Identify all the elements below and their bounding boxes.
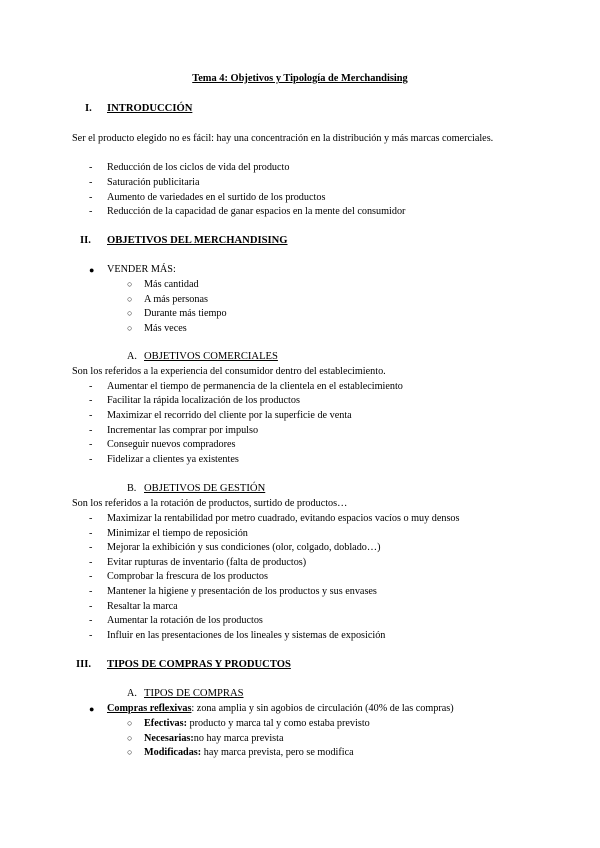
list-item: Más veces bbox=[144, 323, 187, 334]
circle-bullet: ○ bbox=[127, 323, 133, 333]
list-item bbox=[144, 734, 283, 744]
dash-bullet: - bbox=[89, 542, 93, 553]
list-item: Aumentar la rotación de los productos bbox=[107, 615, 263, 626]
section-3-number: III. bbox=[76, 659, 92, 670]
dash-bullet: - bbox=[89, 410, 93, 421]
list-item: Resaltar la marca bbox=[107, 601, 178, 612]
list-item: Comprobar la frescura de los productos bbox=[107, 571, 268, 582]
item-label: Necesarias: bbox=[144, 733, 194, 744]
document-title: Tema 4: Objetivos y Tipología de Merchandising bbox=[192, 73, 408, 84]
list-item bbox=[144, 719, 370, 729]
dash-bullet: - bbox=[89, 586, 93, 597]
bullet-dot: ● bbox=[89, 704, 95, 714]
item-text: hay marca prevista, pero se modifica bbox=[201, 747, 354, 758]
subsection-b-title: OBJETIVOS DE GESTIÓN bbox=[144, 483, 266, 494]
list-item: Facilitar la rápida localización de los productos bbox=[107, 395, 300, 406]
section-2-title: OBJETIVOS DEL MERCHANDISING bbox=[107, 235, 288, 246]
list-item bbox=[144, 748, 354, 758]
section-1-paragraph: Ser el producto elegido no es fácil: hay una concentración en la distribución y más marcas comerciales. bbox=[72, 133, 494, 144]
item-label: Efectivas: bbox=[144, 718, 187, 729]
list-item: Conseguir nuevos compradores bbox=[107, 439, 236, 450]
list-item: A más personas bbox=[144, 294, 208, 305]
bullet-dot: ● bbox=[89, 265, 95, 275]
list-item: Saturación publicitaria bbox=[107, 177, 200, 188]
circle-bullet: ○ bbox=[127, 308, 133, 318]
subsection-a-title: TIPOS DE COMPRAS bbox=[144, 688, 244, 699]
circle-bullet: ○ bbox=[127, 747, 133, 757]
dash-bullet: - bbox=[89, 528, 93, 539]
compras-reflexivas-text: : zona amplia y sin agobios de circulación (40% de las compras) bbox=[191, 703, 454, 714]
subsection-a-intro: Son los referidos a la experiencia del consumidor dentro del establecimiento. bbox=[72, 366, 386, 377]
section-1-number: I. bbox=[85, 103, 92, 114]
section-3-title: TIPOS DE COMPRAS Y PRODUCTOS bbox=[107, 659, 291, 670]
subsection-a-letter: A. bbox=[127, 688, 137, 699]
list-item: Minimizar el tiempo de reposición bbox=[107, 528, 248, 539]
section-1-title: INTRODUCCIÓN bbox=[107, 103, 193, 114]
vender-mas-label: VENDER MÁS: bbox=[107, 264, 176, 275]
dash-bullet: - bbox=[89, 557, 93, 568]
list-item: Reducción de los ciclos de vida del producto bbox=[107, 162, 290, 173]
circle-bullet: ○ bbox=[127, 733, 133, 743]
dash-bullet: - bbox=[89, 439, 93, 450]
dash-bullet: - bbox=[89, 601, 93, 612]
subsection-a-title: OBJETIVOS COMERCIALES bbox=[144, 351, 278, 362]
list-item: Durante más tiempo bbox=[144, 308, 227, 319]
list-item: Evitar rupturas de inventario (falta de productos) bbox=[107, 557, 307, 568]
dash-bullet: - bbox=[89, 395, 93, 406]
list-item: Más cantidad bbox=[144, 279, 199, 290]
dash-bullet: - bbox=[89, 381, 93, 392]
section-2-number: II. bbox=[80, 235, 91, 246]
list-item: Mejorar la exhibición y sus condiciones (olor, colgado, doblado…) bbox=[107, 542, 381, 553]
item-text: no hay marca prevista bbox=[193, 733, 284, 744]
circle-bullet: ○ bbox=[127, 279, 133, 289]
list-item: Aumento de variedades en el surtido de los productos bbox=[107, 192, 326, 203]
dash-bullet: - bbox=[89, 454, 93, 465]
list-item: Incrementar las comprar por impulso bbox=[107, 425, 259, 436]
list-item: Reducción de la capacidad de ganar espacios en la mente del consumidor bbox=[107, 206, 406, 217]
subsection-b-letter: B. bbox=[127, 483, 137, 494]
circle-bullet: ○ bbox=[127, 718, 133, 728]
dash-bullet: - bbox=[89, 513, 93, 524]
dash-bullet: - bbox=[89, 630, 93, 641]
item-label: Modificadas: bbox=[144, 747, 202, 758]
list-item: Fidelizar a clientes ya existentes bbox=[107, 454, 239, 465]
dash-bullet: - bbox=[89, 177, 93, 188]
list-item: Maximizar la rentabilidad por metro cuadrado, evitando espacios vacíos o muy densos bbox=[107, 513, 460, 524]
item-text: producto y marca tal y como estaba previsto bbox=[187, 718, 370, 729]
list-item: Influir en las presentaciones de los lineales y sistemas de exposición bbox=[107, 630, 386, 641]
dash-bullet: - bbox=[89, 425, 93, 436]
dash-bullet: - bbox=[89, 206, 93, 217]
list-item: Maximizar el recorrido del cliente por la superficie de venta bbox=[107, 410, 352, 421]
list-item: Mantener la higiene y presentación de los productos y sus envases bbox=[107, 586, 377, 597]
compras-reflexivas-label: Compras reflexivas bbox=[107, 703, 192, 714]
subsection-b-intro: Son los referidos a la rotación de productos, surtido de productos… bbox=[72, 498, 348, 509]
dash-bullet: - bbox=[89, 615, 93, 626]
dash-bullet: - bbox=[89, 162, 93, 173]
list-item: Aumentar el tiempo de permanencia de la clientela en el establecimiento bbox=[107, 381, 403, 392]
subsection-a-letter: A. bbox=[127, 351, 137, 362]
circle-bullet: ○ bbox=[127, 294, 133, 304]
compras-reflexivas-line bbox=[107, 704, 454, 714]
dash-bullet: - bbox=[89, 192, 93, 203]
dash-bullet: - bbox=[89, 571, 93, 582]
